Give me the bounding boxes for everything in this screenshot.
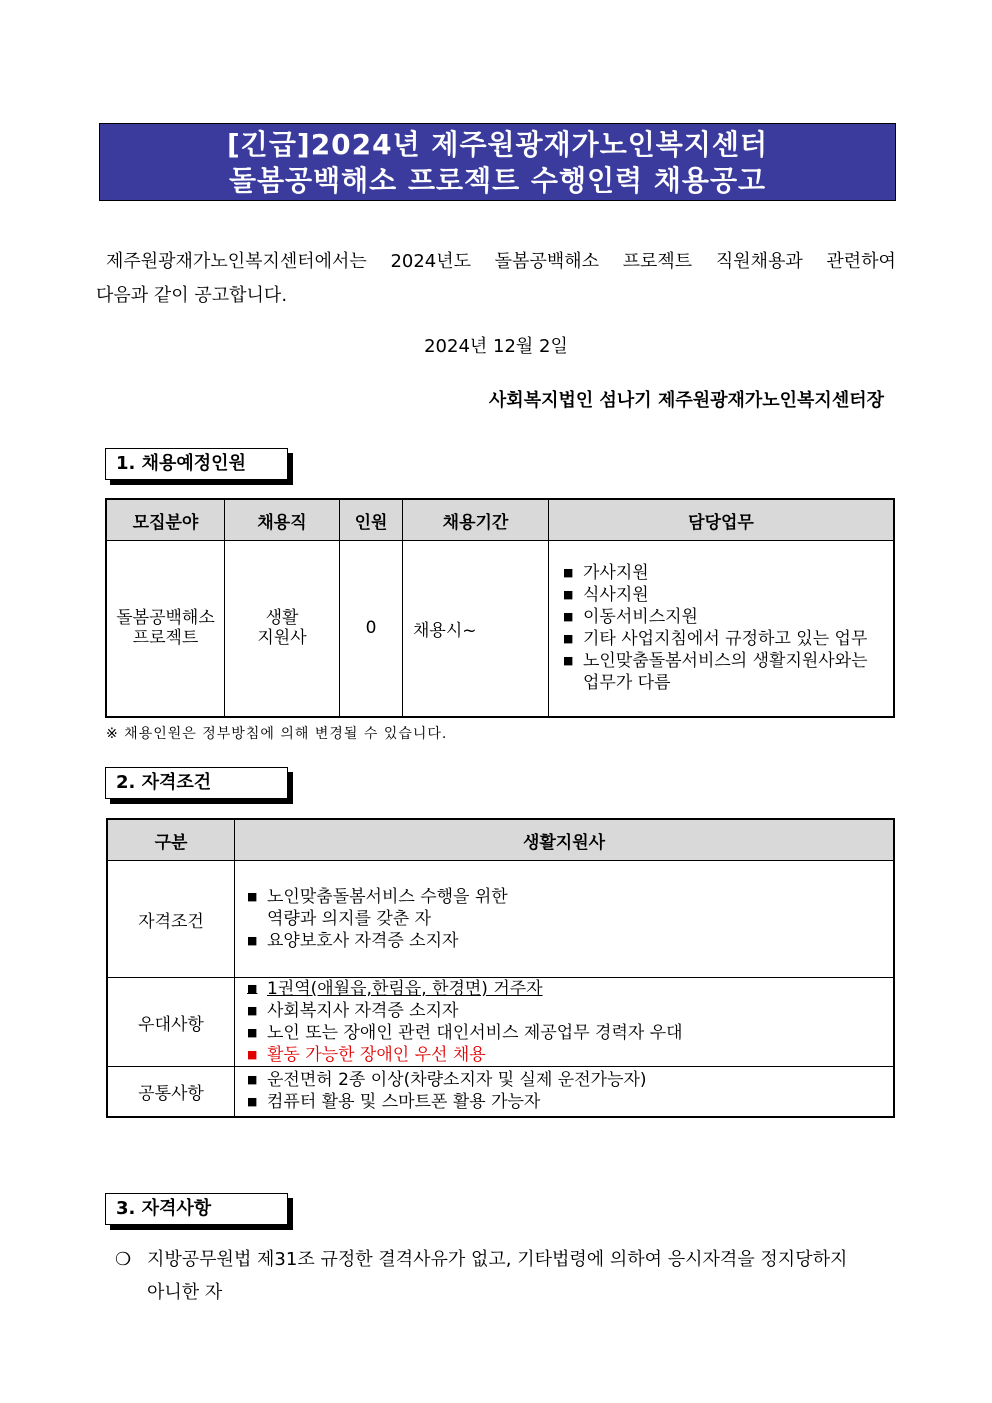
- duty-text: 식사지원: [583, 585, 649, 606]
- item-text: 활동 가능한 장애인 우선 채용: [267, 1045, 486, 1065]
- row-content: [235, 861, 895, 978]
- intro-line-2: 다음과 같이 공고합니다.: [96, 285, 288, 306]
- intro-line-1: [96, 245, 896, 279]
- table-row: [106, 541, 894, 717]
- intro-word: 관련하여: [826, 251, 896, 272]
- title-line-1: [긴급]2024년 제주원광재가노인복지센터: [227, 128, 768, 161]
- job-text: 생활: [265, 608, 299, 629]
- field-cell: [106, 541, 225, 717]
- list-item: [247, 930, 885, 952]
- column-header: 모집분야: [106, 499, 225, 541]
- list-item: [247, 1022, 885, 1044]
- square-bullet-icon: ■: [563, 654, 574, 668]
- field-text: 프로젝트: [132, 628, 199, 649]
- duties-cell: [549, 541, 895, 717]
- table-header-row: [107, 819, 894, 861]
- intro-word: 제주원광재가노인복지센터에서는: [106, 251, 367, 272]
- section3-heading: 3. 자격사항: [105, 1193, 288, 1225]
- square-bullet-icon: ■: [247, 982, 258, 995]
- column-header: 담당업무: [549, 499, 895, 541]
- indent: [247, 908, 267, 930]
- recruitment-table: [105, 498, 895, 718]
- signer: 사회복지법인 섬나기 제주원광재가노인복지센터장: [488, 390, 884, 411]
- row-label: 우대사항: [107, 978, 235, 1067]
- list-item: [563, 584, 885, 606]
- row-label: 자격조건: [107, 861, 235, 978]
- list-item: [247, 1044, 885, 1066]
- item-text: 컴퓨터 활용 및 스마트폰 활용 가능자: [267, 1092, 541, 1113]
- list-item: [563, 672, 885, 694]
- square-bullet-icon: ■: [247, 1026, 258, 1039]
- column-header: 채용기간: [403, 499, 549, 541]
- table-header-row: [106, 499, 894, 541]
- row-content: [235, 1067, 895, 1117]
- period-cell: 채용시~: [403, 541, 549, 717]
- column-header: 채용직: [225, 499, 340, 541]
- item-text: 아니한 자: [147, 1282, 223, 1303]
- intro-word: 직원채용과: [715, 251, 803, 272]
- list-item: [563, 650, 885, 672]
- title-line-2: 돌봄공백해소 프로젝트 수행인력 채용공고: [228, 164, 767, 197]
- square-bullet-icon: ■: [563, 588, 574, 602]
- square-bullet-icon: ■: [563, 610, 574, 624]
- duty-text: 업무가 다름: [583, 673, 671, 694]
- list-item-continuation: [115, 1276, 897, 1309]
- duty-text: 가사지원: [583, 563, 649, 584]
- row-content: [235, 978, 895, 1067]
- square-bullet-icon: ■: [247, 890, 258, 903]
- row-label: 공통사항: [107, 1067, 235, 1117]
- section1-heading: 1. 채용예정인원: [105, 448, 288, 480]
- field-text: 돌봄공백해소: [116, 608, 215, 629]
- title-banner: [99, 123, 896, 201]
- table-row: [107, 861, 894, 978]
- table-row: [107, 1067, 894, 1117]
- column-header: 생활지원사: [235, 819, 895, 861]
- list-item: [563, 606, 885, 628]
- recruitment-note: ※ 채용인원은 정부방침에 의해 변경될 수 있습니다.: [106, 726, 448, 742]
- square-bullet-icon: ■: [563, 632, 574, 646]
- table-row: [107, 978, 894, 1067]
- announcement-date: 2024년 12월 2일: [424, 336, 568, 357]
- column-header: 인원: [340, 499, 403, 541]
- item-text: 1권역(애월읍,한림읍, 한경면) 거주자: [267, 979, 543, 999]
- intro-paragraph: [96, 245, 896, 313]
- circle-bullet-icon: ❍: [115, 1249, 132, 1270]
- item-text: 운전면허 2종 이상(차량소지자 및 실제 운전가능자): [267, 1070, 647, 1091]
- list-item: [247, 1000, 885, 1022]
- list-item: [247, 886, 885, 908]
- list-item: [247, 978, 885, 1000]
- column-header: 구분: [107, 819, 235, 861]
- list-item: [247, 1069, 885, 1091]
- square-bullet-icon: ■: [247, 1073, 258, 1087]
- list-item: [115, 1243, 897, 1276]
- job-text: 지원사: [257, 628, 307, 649]
- square-bullet-icon: ■: [247, 934, 258, 947]
- section2-heading: 2. 자격조건: [105, 767, 288, 799]
- duty-text: 기타 사업지침에서 규정하고 있는 업무: [583, 629, 868, 650]
- square-bullet-icon: ■: [247, 1095, 258, 1109]
- item-text: 사회복지사 자격증 소지자: [267, 1001, 459, 1021]
- intro-word: 돌봄공백해소: [494, 251, 599, 272]
- list-item: [563, 562, 885, 584]
- item-text: 역량과 의지를 갖춘 자: [267, 909, 432, 929]
- section3-content: [115, 1243, 897, 1309]
- list-item: [247, 1091, 885, 1113]
- item-text: 요양보호사 자격증 소지자: [267, 931, 459, 951]
- item-text: 노인 또는 장애인 관련 대인서비스 제공업무 경력자 우대: [267, 1023, 683, 1043]
- square-bullet-icon: ■: [247, 1004, 258, 1017]
- square-bullet-icon: ■: [247, 1048, 258, 1061]
- duty-text: 노인맞춤돌봄서비스의 생활지원사와는: [583, 651, 868, 672]
- item-text: 지방공무원법 제31조 규정한 결격사유가 없고, 기타법령에 의하여 응시자격을 정지당하지: [147, 1249, 848, 1270]
- intro-word: 프로젝트: [622, 251, 693, 272]
- job-cell: [225, 541, 340, 717]
- duty-text: 이동서비스지원: [583, 607, 698, 628]
- item-text: 노인맞춤돌봄서비스 수행을 위한: [267, 887, 508, 907]
- indent: [115, 1276, 147, 1309]
- square-bullet-icon: ■: [563, 566, 574, 580]
- count-cell: 0: [340, 541, 403, 717]
- qualification-table: [106, 818, 895, 1118]
- list-item: [247, 908, 885, 930]
- indent: [563, 672, 583, 694]
- list-item: [563, 628, 885, 650]
- intro-word: 2024년도: [390, 251, 472, 272]
